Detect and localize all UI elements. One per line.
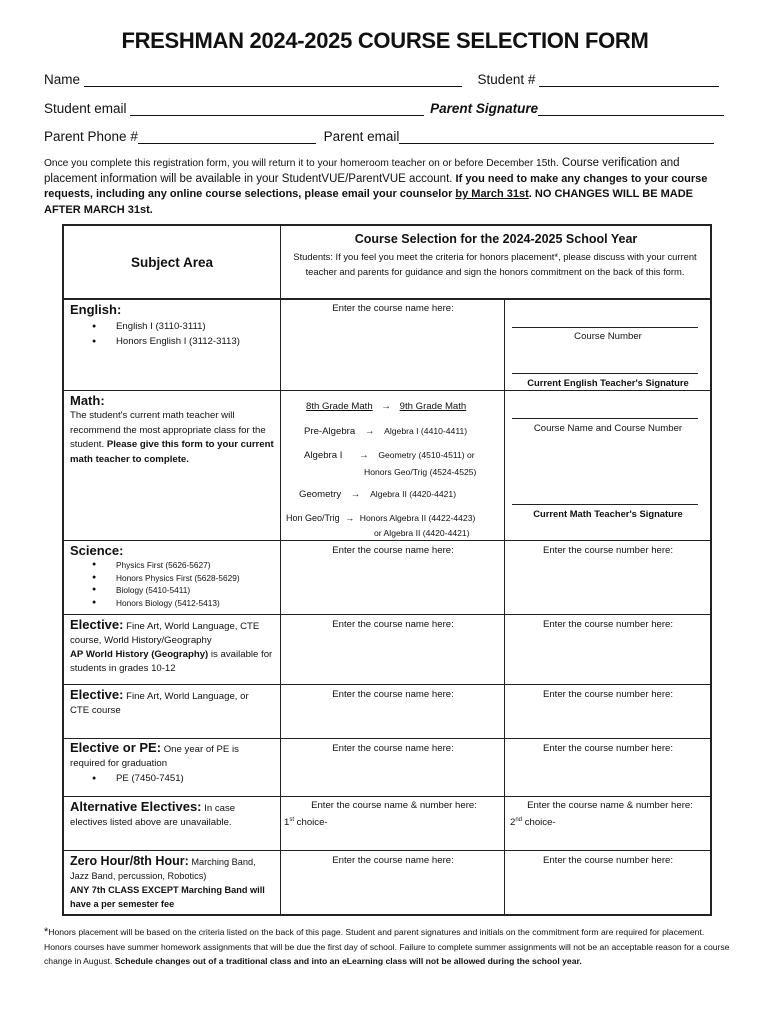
parent-phone-field[interactable] xyxy=(138,130,316,144)
zero-hour-section xyxy=(70,854,275,911)
zero-hour-course-name-field[interactable]: Enter the course name here: xyxy=(332,855,454,866)
elective-pe-title: Elective or PE: xyxy=(70,740,162,755)
alternative-electives-section xyxy=(70,800,270,830)
name-field[interactable] xyxy=(84,73,462,87)
parent-signature-label: Parent Signature xyxy=(430,101,539,116)
zero-hour-course-number-field[interactable]: Enter the course number here: xyxy=(542,855,674,866)
elective-2-course-number-field[interactable]: Enter the course number here: xyxy=(542,689,674,700)
parent-phone-label: Parent Phone # xyxy=(44,129,138,144)
parent-email-label: Parent email xyxy=(323,129,400,144)
ninth-grade-math-header: 9th Grade Math xyxy=(399,401,467,412)
elective-pe-course-number-field[interactable]: Enter the course number here: xyxy=(542,743,674,754)
second-choice-suffix: nd xyxy=(515,817,523,823)
intro-deadline: by March 31st xyxy=(455,188,529,200)
name-row xyxy=(44,72,719,87)
elective-course-name-field[interactable]: Enter the course name here: xyxy=(332,619,454,630)
honors-footnote xyxy=(44,925,734,969)
english-title: English: xyxy=(70,302,122,317)
elective-section xyxy=(70,618,275,676)
elective-title: Elective: xyxy=(70,617,124,632)
elective-course-number-field[interactable]: Enter the course number here: xyxy=(542,619,674,630)
math-from: Pre-Algebra xyxy=(304,426,356,437)
arrow-icon: → xyxy=(381,401,391,412)
english-section xyxy=(70,303,275,349)
math-from: Hon Geo/Trig xyxy=(286,513,340,523)
intro-text: Once you complete this registration form, you will return it to your homeroom teacher on or before December 15th. xyxy=(44,158,559,169)
intro-text-verification: Course verification and placement information will be available in your StudentVUE/ParentVUE account. xyxy=(44,157,680,185)
elective-2-section xyxy=(70,688,270,718)
arrow-icon: → xyxy=(345,513,355,523)
second-choice-field[interactable] xyxy=(510,799,710,849)
eighth-grade-math-header: 8th Grade Math xyxy=(306,401,373,412)
elective-pe-desc: One year of PE is required for graduation xyxy=(70,744,239,769)
row-divider xyxy=(64,540,710,541)
science-section xyxy=(70,544,275,609)
arrow-icon: → xyxy=(359,450,369,461)
math-from: Algebra I xyxy=(304,450,343,461)
math-desc: The student's current math teacher will recommend the most appropriate class for the student. xyxy=(70,410,266,450)
second-choice-text: choice- xyxy=(522,817,556,829)
row-divider xyxy=(64,796,710,797)
name-label: Name xyxy=(44,72,81,87)
english-course-number-label: Course Number xyxy=(574,331,642,342)
math-section xyxy=(70,394,275,467)
elective-desc-tail: is available for students in grades 10-12 xyxy=(70,649,273,674)
instructions-paragraph xyxy=(44,156,724,218)
zero-hour-title: Zero Hour/8th Hour: xyxy=(70,854,189,868)
intro-text-changes: If you need to make any changes to your course requests, including any online course selections, please email your counselor xyxy=(44,172,708,200)
list-item: ● Honors Physics First (5628-5629) xyxy=(70,572,275,585)
second-choice-label: Enter the course name & number here: xyxy=(527,800,693,811)
list-item: ● English I (3110-3111) xyxy=(70,319,275,334)
science-course-number-field[interactable]: Enter the course number here: xyxy=(542,545,674,556)
math-placement-row xyxy=(286,511,506,525)
first-choice-label: Enter the course name & number here: xyxy=(311,800,477,811)
first-choice-number: 1 xyxy=(284,817,290,829)
honors-note: Students: If you feel you meet the criteria for honors placement*, please discuss with your current teacher and parents for guidance and sign the honors commitment on the back of this form. xyxy=(293,251,697,277)
footnote-text: Honors placement will be based on the criteria listed on the back of this page. Student and parent signatures and initials on the commitment form are required for placement. Honors courses have summer homework assignments that will be due the first day of school. Failure to complete summer assignments will not be an acceptable reason for a course change in August. xyxy=(44,927,730,966)
zero-hour-desc: Marching Band, Jazz Band, percussion, Robotics) xyxy=(70,857,256,881)
row-divider xyxy=(64,684,710,685)
second-choice-number: 2 xyxy=(510,817,516,829)
parent-email-field[interactable] xyxy=(399,130,714,144)
english-course-name-label: Enter the course name here: xyxy=(332,303,454,314)
course-name-number-line[interactable] xyxy=(512,418,698,419)
math-placement-row xyxy=(304,424,504,439)
row-divider xyxy=(64,390,710,391)
math-from: Geometry xyxy=(299,489,342,500)
math-placement-row xyxy=(304,448,504,463)
zero-hour-fee-note: ANY 7th CLASS EXCEPT Marching Band will have a per semester fee xyxy=(70,885,265,909)
math-placement-header xyxy=(306,400,506,414)
row-divider xyxy=(64,850,710,851)
row-divider xyxy=(64,738,710,739)
signature-line[interactable] xyxy=(512,373,698,374)
intro-no-changes: . NO CHANGES WILL BE MADE AFTER MARCH 31st. xyxy=(44,188,693,216)
math-instructions xyxy=(70,409,275,467)
elective-2-course-name-field[interactable]: Enter the course name here: xyxy=(332,689,454,700)
student-number-label: Student # xyxy=(477,72,536,87)
course-number-line xyxy=(512,327,698,328)
email-row xyxy=(44,101,724,116)
student-number-field[interactable] xyxy=(539,73,719,87)
list-item: ● Honors Biology (5412-5413) xyxy=(70,597,275,610)
alternative-electives-desc: In case electives listed above are unavailable. xyxy=(70,803,236,828)
math-desc-bold: Please give this form to your current math teacher to complete. xyxy=(70,439,274,465)
math-to: Algebra I (4410-4411) xyxy=(384,426,468,436)
elective-desc: Fine Art, World Language, CTE course, World History/Geography xyxy=(70,621,260,646)
science-title: Science: xyxy=(70,543,124,558)
parent-signature-field[interactable] xyxy=(538,102,724,116)
math-placement-row xyxy=(299,487,504,502)
footnote-marker: * xyxy=(44,926,49,938)
student-email-label: Student email xyxy=(44,101,127,116)
course-selection-header: Course Selection for the 2024-2025 School Year xyxy=(354,232,638,246)
science-course-name-field[interactable]: Enter the course name here: xyxy=(332,545,454,556)
english-course-name-field[interactable] xyxy=(282,316,504,388)
subject-area-header: Subject Area xyxy=(130,255,214,270)
first-choice-text: choice- xyxy=(294,817,328,829)
elective-desc-bold: AP World History (Geography) xyxy=(70,649,209,660)
list-item: ● Biology (5410-5411) xyxy=(70,584,275,597)
arrow-icon: → xyxy=(350,489,361,500)
english-teacher-signature-label: Current English Teacher's Signature xyxy=(527,377,689,388)
first-choice-field[interactable] xyxy=(284,799,504,849)
elective-pe-section xyxy=(70,741,275,786)
list-item: ● Honors English I (3112-3113) xyxy=(70,334,275,349)
math-to: Algebra II (4420-4421) xyxy=(370,489,457,499)
row-divider xyxy=(64,614,710,615)
list-item: ● Physics First (5626-5627) xyxy=(70,559,275,572)
math-to-continued: or Algebra II (4420-4421) xyxy=(374,528,470,538)
elective-2-title: Elective: xyxy=(70,687,124,702)
student-email-field[interactable] xyxy=(130,102,424,116)
row-divider xyxy=(64,298,710,300)
elective-pe-course-name-field[interactable]: Enter the course name here: xyxy=(332,743,454,754)
footnote-bold-text: Schedule changes out of a traditional class and into an eLearning class will not be allowed during the school year. xyxy=(112,956,582,966)
signature-line[interactable] xyxy=(512,504,698,505)
column-divider-inner xyxy=(504,300,505,914)
math-to: Honors Algebra II (4422-4423) xyxy=(359,513,476,523)
math-to: Geometry (4510-4511) or xyxy=(378,450,475,460)
list-item: ● PE (7450-7451) xyxy=(70,771,275,786)
course-selection-table xyxy=(62,224,712,916)
page-title: FRESHMAN 2024-2025 COURSE SELECTION FORM xyxy=(121,28,649,53)
alternative-electives-title: Alternative Electives: xyxy=(70,799,202,814)
first-choice-suffix: st xyxy=(289,817,295,823)
phone-row xyxy=(44,129,714,144)
elective-2-desc: Fine Art, World Language, or CTE course xyxy=(70,691,249,716)
math-course-name-number-label: Course Name and Course Number xyxy=(533,423,683,434)
column-divider xyxy=(280,226,281,914)
arrow-icon: → xyxy=(364,426,375,437)
math-title: Math: xyxy=(70,393,105,408)
math-teacher-signature-label: Current Math Teacher's Signature xyxy=(533,508,683,519)
math-to-continued: Honors Geo/Trig (4524-4525) xyxy=(364,467,477,477)
